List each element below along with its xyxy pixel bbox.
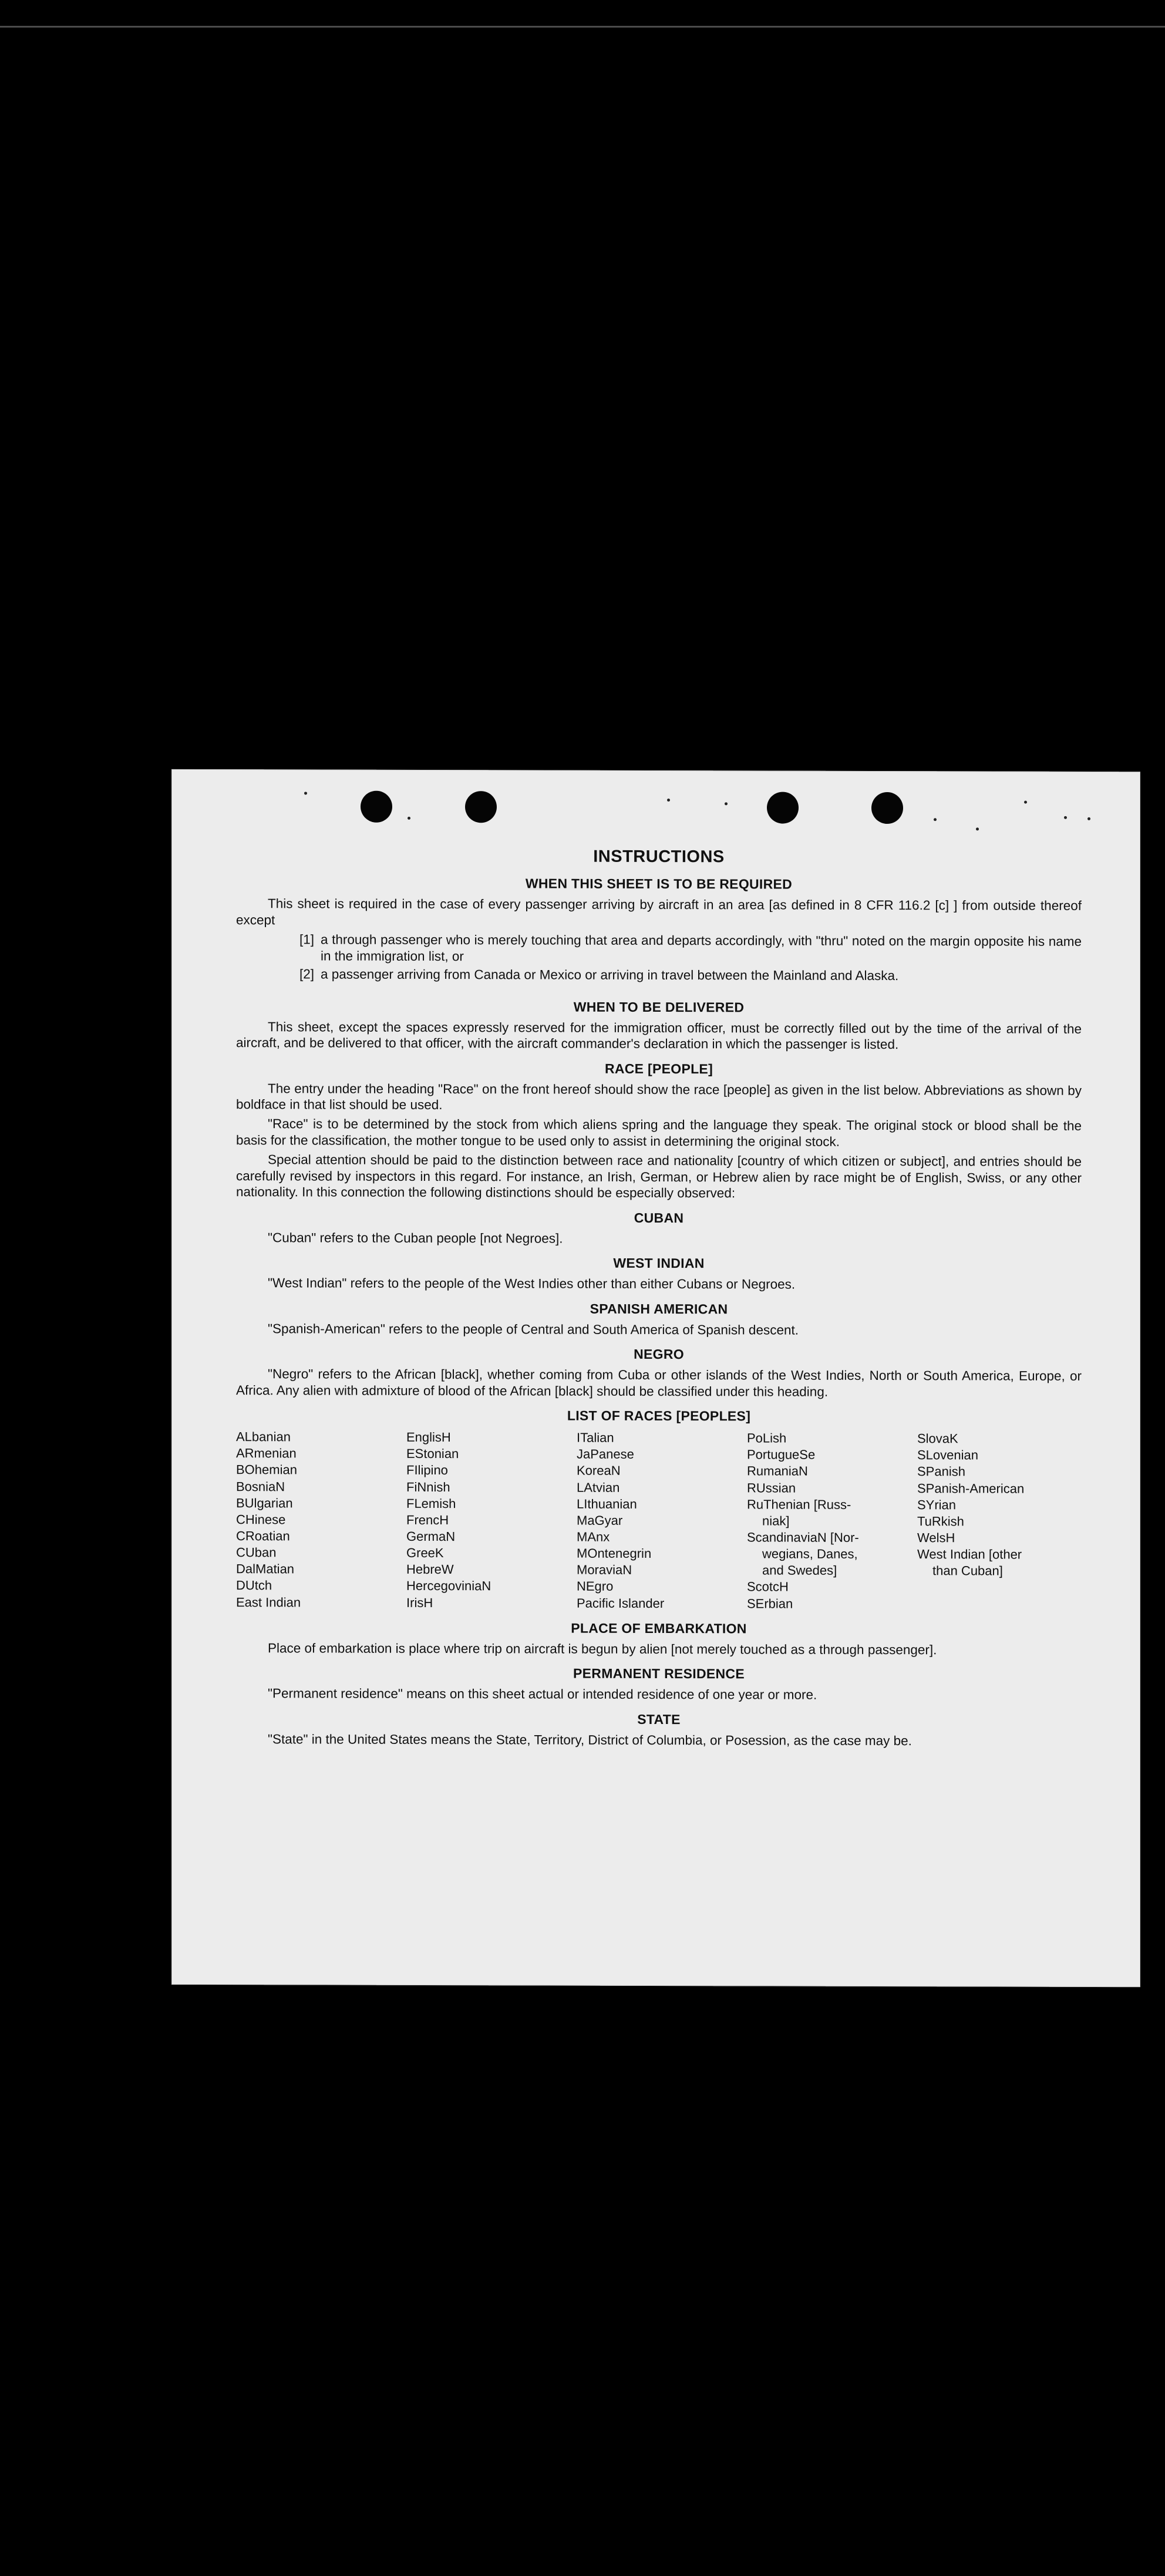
race-entry: EStonian bbox=[406, 1446, 459, 1462]
race-entry: SLovenian bbox=[917, 1447, 978, 1463]
race-entry: RUssian bbox=[747, 1480, 796, 1496]
race-column bbox=[917, 1430, 1082, 1612]
scan-speck bbox=[725, 802, 728, 805]
race-entry: BosniaN bbox=[236, 1479, 285, 1494]
exception-number: [1] bbox=[299, 932, 315, 947]
race-entry: CHinese bbox=[236, 1511, 286, 1527]
race-column bbox=[577, 1430, 747, 1612]
race-entry: LAtvian bbox=[577, 1480, 620, 1495]
race-entry: TuRkish bbox=[917, 1514, 964, 1529]
race-entry: FiNnish bbox=[406, 1479, 450, 1494]
race-entry: NEgro bbox=[577, 1579, 614, 1594]
race-entry: KoreaN bbox=[577, 1463, 621, 1479]
race-entry: DalMatian bbox=[236, 1561, 295, 1577]
heading-negro: NEGRO bbox=[634, 1346, 684, 1362]
race-entry: GermaN bbox=[406, 1528, 456, 1544]
negro-text: "Negro" refers to the African [black], whether coming from Cuba or other islands of the West Indies, North or South America, Europe, or Africa. Any alien with admixture of blood of the African [black] should be classified under this heading. bbox=[236, 1366, 1082, 1399]
race-entry: West Indian [other bbox=[917, 1547, 1022, 1562]
race-entry: RuThenian [Russ- bbox=[747, 1497, 851, 1512]
punch-hole bbox=[361, 791, 392, 823]
heading-cuban: CUBAN bbox=[634, 1210, 684, 1225]
embarkation-text: Place of embarkation is place where trip on aircraft is begun by alien [not merely touched as a through passenger]. bbox=[268, 1641, 937, 1658]
heading-west-indian: WEST INDIAN bbox=[613, 1255, 705, 1271]
race-entry: SPanish-American bbox=[917, 1480, 1025, 1496]
race-entry-continued: than Cuban] bbox=[932, 1563, 1003, 1578]
punch-hole bbox=[767, 792, 799, 823]
required-intro: This sheet is required in the case of every passenger arriving by aircraft in an area [as defined in 8 CFR 116.2 [c] ] from outside thereof except bbox=[236, 896, 1082, 928]
race-entry: MAnx bbox=[577, 1529, 610, 1544]
race-entry: JaPanese bbox=[577, 1446, 634, 1462]
heading-delivered: WHEN TO BE DELIVERED bbox=[573, 999, 745, 1015]
race-column bbox=[406, 1429, 577, 1611]
scan-speck bbox=[667, 799, 670, 802]
race-entry: CUban bbox=[236, 1545, 277, 1560]
page-title: INSTRUCTIONS bbox=[593, 847, 725, 867]
race-entry: FIlipino bbox=[406, 1463, 448, 1478]
scan-edge-line bbox=[0, 26, 1165, 28]
race-entry: WelsH bbox=[917, 1530, 955, 1545]
exception-text: a through passenger who is merely touching that area and departs accordingly, with "thru" noted on the margin opposite his name in the immigration list, or bbox=[321, 932, 1082, 964]
scan-speck bbox=[1024, 801, 1027, 804]
race-paragraph-2: "Race" is to be determined by the stock from which aliens spring and the language they speak. The original stock or blood shall be the basis for the classification, the mother tongue to be used only to assist in determining the original stock. bbox=[236, 1116, 1082, 1149]
race-entry: SPanish bbox=[917, 1464, 965, 1479]
race-entry: GreeK bbox=[406, 1545, 444, 1561]
race-column bbox=[236, 1429, 406, 1611]
race-entry: MoraviaN bbox=[577, 1562, 632, 1578]
scan-speck bbox=[934, 818, 937, 821]
race-entry: SYrian bbox=[917, 1497, 957, 1513]
heading-embarkation: PLACE OF EMBARKATION bbox=[571, 1620, 747, 1636]
race-entry: BUlgarian bbox=[236, 1495, 293, 1511]
spanish-american-text: "Spanish-American" refers to the people of Central and South America of Spanish descent. bbox=[268, 1321, 799, 1338]
exception-item bbox=[299, 967, 1082, 985]
instructions-content bbox=[236, 846, 1082, 1753]
delivered-text: This sheet, except the spaces expressly reserved for the immigration officer, must be correctly filled out by the time of the arrival of the aircraft, and be delivered to that officer, with the aircraft commander's declaration in which the passenger is listed. bbox=[236, 1019, 1082, 1052]
scan-speck bbox=[1064, 816, 1067, 819]
race-entry: PortugueSe bbox=[747, 1447, 816, 1462]
race-entry: BOhemian bbox=[236, 1462, 297, 1477]
heading-state: STATE bbox=[637, 1711, 681, 1727]
exception-number: [2] bbox=[299, 967, 315, 982]
scan-speck bbox=[1087, 817, 1090, 820]
heading-race: RACE [PEOPLE] bbox=[604, 1060, 713, 1076]
permanent-residence-text: "Permanent residence" means on this sheet actual or intended residence of one year or more. bbox=[268, 1686, 817, 1703]
state-text: "State" in the United States means the State, Territory, District of Columbia, or Posession, as the case may be. bbox=[268, 1732, 912, 1748]
race-entry: FLemish bbox=[406, 1496, 456, 1511]
heading-required: WHEN THIS SHEET IS TO BE REQUIRED bbox=[525, 875, 793, 892]
race-entry: RumaniaN bbox=[747, 1463, 808, 1479]
document-sheet bbox=[171, 769, 1140, 1987]
exception-item bbox=[299, 932, 1082, 966]
race-entry: IrisH bbox=[406, 1595, 433, 1610]
race-entry: LIthuanian bbox=[577, 1496, 637, 1511]
race-entry-continued: and Swedes] bbox=[762, 1563, 837, 1578]
race-entry: ARmenian bbox=[236, 1446, 297, 1461]
race-entry: PoLish bbox=[747, 1430, 787, 1446]
race-entry: HebreW bbox=[406, 1562, 454, 1577]
race-entry: SErbian bbox=[747, 1596, 793, 1611]
race-entry: Pacific Islander bbox=[577, 1595, 665, 1611]
race-entry: ALbanian bbox=[236, 1429, 291, 1444]
race-paragraph-3: Special attention should be paid to the distinction between race and nationality [country of which citizen or subject], and entries should be carefully revised by inspectors in this regard. For instance, an Irish, German, or Hebrew alien by race might be of English, Swiss, or any other nationality. In this connection the following distinctions should be especially observed: bbox=[236, 1152, 1082, 1201]
race-column bbox=[747, 1430, 917, 1612]
race-entry: DUtch bbox=[236, 1578, 272, 1593]
race-paragraph-1: The entry under the heading "Race" on the front hereof should show the race [people] as given in the list below. Abbreviations as shown by boldface in that list should be used. bbox=[236, 1080, 1082, 1113]
race-entry: EnglisH bbox=[406, 1429, 451, 1445]
heading-permanent-residence: PERMANENT RESIDENCE bbox=[573, 1665, 745, 1682]
scan-speck bbox=[976, 827, 979, 830]
punch-hole bbox=[871, 792, 903, 824]
race-entry: MaGyar bbox=[577, 1513, 623, 1528]
race-entry-continued: niak] bbox=[762, 1513, 790, 1528]
exception-text: a passenger arriving from Canada or Mexico or arriving in travel between the Mainland and Alaska. bbox=[321, 967, 899, 984]
race-entry: ScotcH bbox=[747, 1579, 789, 1595]
punch-hole bbox=[465, 791, 497, 823]
race-entry: HercegoviniaN bbox=[406, 1578, 491, 1594]
race-entry: ITalian bbox=[577, 1430, 614, 1445]
cuban-text: "Cuban" refers to the Cuban people [not Negroes]. bbox=[268, 1230, 563, 1246]
race-entry: CRoatian bbox=[236, 1528, 290, 1544]
west-indian-text: "West Indian" refers to the people of the West Indies other than either Cubans or Negroes. bbox=[268, 1275, 796, 1292]
race-entry: ScandinaviaN [Nor- bbox=[747, 1530, 859, 1545]
heading-list-of-races: LIST OF RACES [PEOPLES] bbox=[567, 1407, 751, 1424]
race-list bbox=[236, 1429, 1082, 1612]
heading-spanish-american: SPANISH AMERICAN bbox=[590, 1301, 728, 1316]
race-entry: MOntenegrin bbox=[577, 1545, 652, 1561]
scan-speck bbox=[304, 792, 307, 794]
race-entry-continued: wegians, Danes, bbox=[762, 1546, 858, 1562]
race-entry: East Indian bbox=[236, 1594, 301, 1610]
race-entry: SlovaK bbox=[917, 1431, 958, 1446]
race-entry: FrencH bbox=[406, 1512, 449, 1527]
scan-speck bbox=[408, 817, 410, 820]
